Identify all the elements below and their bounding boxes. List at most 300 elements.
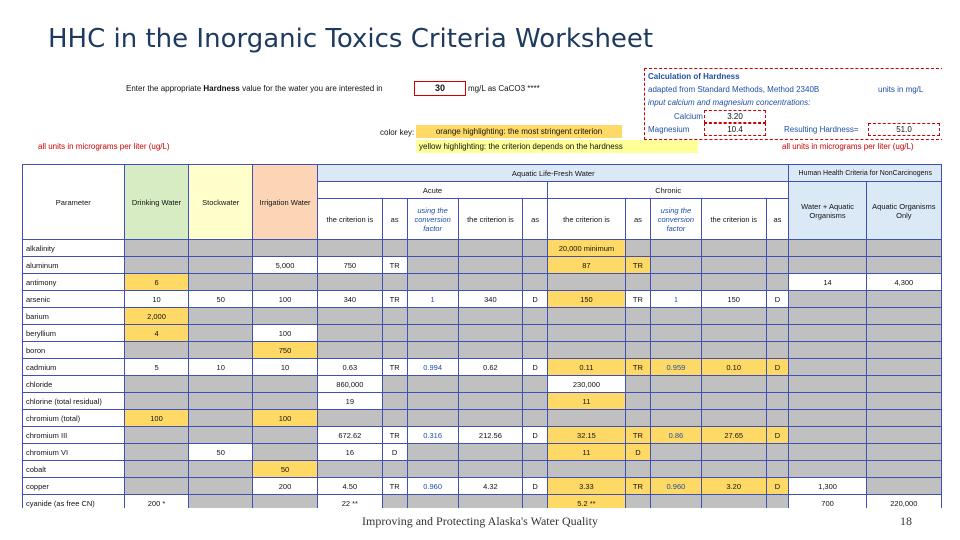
- table-cell: 10: [252, 359, 317, 376]
- table-cell: [766, 376, 789, 393]
- hdr-chronic-criterion: the criterion is: [547, 199, 625, 240]
- table-cell: [407, 342, 458, 359]
- table-cell: 1,300: [789, 478, 866, 495]
- table-cell: 672.62: [318, 427, 383, 444]
- table-cell: [523, 410, 548, 427]
- table-cell: [318, 240, 383, 257]
- table-cell: 700: [789, 495, 866, 509]
- row-parameter: cyanide (as free CN): [23, 495, 125, 509]
- table-cell: [866, 291, 941, 308]
- table-cell: [701, 240, 766, 257]
- hdr-acute-conversion: using the conversion factor: [407, 199, 458, 240]
- hardness-prompt-bold: Hardness: [203, 84, 240, 93]
- table-cell: [625, 325, 650, 342]
- table-cell: [382, 495, 407, 509]
- table-cell: 200: [252, 478, 317, 495]
- table-cell: 19: [318, 393, 383, 410]
- table-cell: [650, 410, 701, 427]
- table-cell: [650, 274, 701, 291]
- table-row: [23, 376, 942, 393]
- table-cell: 340: [458, 291, 523, 308]
- table-cell: [789, 410, 866, 427]
- table-cell: 0.62: [458, 359, 523, 376]
- table-cell: 50: [252, 461, 317, 478]
- table-cell: 100: [252, 291, 317, 308]
- table-cell: [625, 393, 650, 410]
- table-cell: [547, 461, 625, 478]
- row-parameter: antimony: [23, 274, 125, 291]
- table-row: [23, 342, 942, 359]
- hdr-parameter: Parameter: [23, 165, 125, 240]
- table-cell: TR: [625, 291, 650, 308]
- table-cell: 50: [189, 291, 253, 308]
- row-parameter: barium: [23, 308, 125, 325]
- table-cell: [766, 410, 789, 427]
- table-cell: D: [625, 444, 650, 461]
- table-cell: TR: [382, 359, 407, 376]
- table-cell: [189, 325, 253, 342]
- table-cell: 27.65: [701, 427, 766, 444]
- row-parameter: arsenic: [23, 291, 125, 308]
- table-cell: [866, 240, 941, 257]
- table-cell: [318, 325, 383, 342]
- table-cell: D: [523, 291, 548, 308]
- table-cell: [382, 308, 407, 325]
- table-cell: 750: [252, 342, 317, 359]
- table-cell: D: [523, 478, 548, 495]
- magnesium-label: Magnesium: [648, 125, 690, 134]
- table-cell: [407, 325, 458, 342]
- units-note-right: all units in micrograms per liter (ug/L): [782, 142, 914, 151]
- table-cell: [382, 461, 407, 478]
- table-cell: [458, 308, 523, 325]
- table-cell: [523, 308, 548, 325]
- criteria-rows: [23, 240, 942, 509]
- row-parameter: boron: [23, 342, 125, 359]
- table-cell: [124, 240, 189, 257]
- table-cell: [789, 291, 866, 308]
- table-cell: [866, 376, 941, 393]
- table-cell: 11: [547, 444, 625, 461]
- table-row: [23, 308, 942, 325]
- table-cell: 87: [547, 257, 625, 274]
- resulting-label: Resulting Hardness=: [784, 125, 859, 134]
- hardness-prompt-pre: Enter the appropriate: [126, 84, 204, 93]
- table-cell: TR: [382, 478, 407, 495]
- table-cell: [189, 257, 253, 274]
- table-cell: [701, 376, 766, 393]
- table-cell: 200 *: [124, 495, 189, 509]
- table-row: [23, 393, 942, 410]
- table-cell: 100: [124, 410, 189, 427]
- table-cell: [650, 393, 701, 410]
- table-cell: [625, 308, 650, 325]
- table-cell: [124, 478, 189, 495]
- table-cell: [701, 461, 766, 478]
- table-cell: [650, 495, 701, 509]
- table-cell: [701, 342, 766, 359]
- table-cell: [382, 376, 407, 393]
- table-cell: [547, 274, 625, 291]
- table-cell: 220,000: [866, 495, 941, 509]
- table-cell: 0.960: [407, 478, 458, 495]
- table-cell: TR: [625, 427, 650, 444]
- row-parameter: copper: [23, 478, 125, 495]
- row-parameter: chloride: [23, 376, 125, 393]
- table-cell: [650, 240, 701, 257]
- table-cell: [407, 376, 458, 393]
- hdr-acute-criterion-2: the criterion is: [458, 199, 523, 240]
- table-cell: [766, 240, 789, 257]
- table-cell: [189, 342, 253, 359]
- table-cell: [523, 495, 548, 509]
- table-cell: [189, 376, 253, 393]
- table-cell: [407, 410, 458, 427]
- table-cell: 750: [318, 257, 383, 274]
- table-cell: TR: [625, 478, 650, 495]
- table-cell: [458, 240, 523, 257]
- table-cell: D: [766, 427, 789, 444]
- table-cell: 1: [650, 291, 701, 308]
- table-cell: [766, 393, 789, 410]
- table-row: [23, 240, 942, 257]
- table-row: [23, 427, 942, 444]
- calcium-input[interactable]: 3.20: [704, 110, 766, 123]
- table-cell: [252, 274, 317, 291]
- table-cell: [547, 325, 625, 342]
- table-cell: 16: [318, 444, 383, 461]
- table-cell: [252, 393, 317, 410]
- table-cell: 20,000 minimum: [547, 240, 625, 257]
- table-cell: [547, 410, 625, 427]
- table-cell: [625, 495, 650, 509]
- row-parameter: cadmium: [23, 359, 125, 376]
- table-cell: [766, 308, 789, 325]
- table-cell: [458, 461, 523, 478]
- table-cell: [458, 495, 523, 509]
- table-cell: [625, 461, 650, 478]
- table-cell: [766, 444, 789, 461]
- table-cell: [252, 376, 317, 393]
- table-cell: [124, 342, 189, 359]
- table-cell: [252, 427, 317, 444]
- table-cell: [789, 461, 866, 478]
- table-cell: 100: [252, 410, 317, 427]
- calcium-label: Calcium: [674, 112, 703, 121]
- table-row: [23, 410, 942, 427]
- table-cell: [625, 410, 650, 427]
- table-cell: 4.32: [458, 478, 523, 495]
- table-cell: [625, 274, 650, 291]
- table-cell: [866, 342, 941, 359]
- table-cell: [766, 274, 789, 291]
- table-cell: [789, 257, 866, 274]
- table-cell: D: [523, 359, 548, 376]
- table-cell: 10: [124, 291, 189, 308]
- table-cell: 150: [547, 291, 625, 308]
- table-cell: 0.316: [407, 427, 458, 444]
- table-cell: [523, 274, 548, 291]
- hdr-stockwater: Stockwater: [189, 165, 253, 240]
- row-parameter: aluminum: [23, 257, 125, 274]
- table-cell: [407, 257, 458, 274]
- hardness-input[interactable]: 30: [414, 81, 466, 96]
- table-cell: [625, 342, 650, 359]
- table-cell: [650, 257, 701, 274]
- table-cell: [252, 240, 317, 257]
- table-cell: [382, 274, 407, 291]
- table-cell: 50: [189, 444, 253, 461]
- table-cell: 4: [124, 325, 189, 342]
- table-cell: [523, 461, 548, 478]
- table-cell: TR: [382, 291, 407, 308]
- table-cell: [766, 342, 789, 359]
- table-cell: [650, 444, 701, 461]
- table-cell: [252, 444, 317, 461]
- table-cell: TR: [382, 427, 407, 444]
- table-cell: [766, 461, 789, 478]
- table-cell: [189, 308, 253, 325]
- hdr-chronic-conversion: using the conversion factor: [650, 199, 701, 240]
- table-cell: [458, 342, 523, 359]
- row-parameter: beryllium: [23, 325, 125, 342]
- table-cell: TR: [382, 257, 407, 274]
- table-cell: [650, 376, 701, 393]
- table-row: [23, 291, 942, 308]
- row-parameter: chromium III: [23, 427, 125, 444]
- table-cell: [701, 393, 766, 410]
- calc-title: Calculation of Hardness: [648, 72, 740, 81]
- hdr-chronic: Chronic: [547, 182, 789, 199]
- table-cell: [252, 308, 317, 325]
- table-cell: 860,000: [318, 376, 383, 393]
- table-cell: [189, 495, 253, 509]
- table-cell: [866, 257, 941, 274]
- row-parameter: cobalt: [23, 461, 125, 478]
- hardness-unit: mg/L as CaCO3 ****: [468, 84, 540, 93]
- hdr-acute-criterion: the criterion is: [318, 199, 383, 240]
- table-cell: [766, 325, 789, 342]
- hdr-water-aquatic: Water + Aquatic Organisms: [789, 182, 866, 240]
- table-cell: [458, 410, 523, 427]
- table-cell: [866, 308, 941, 325]
- table-row: [23, 461, 942, 478]
- table-cell: [789, 308, 866, 325]
- table-cell: [458, 274, 523, 291]
- table-cell: [318, 342, 383, 359]
- table-cell: [650, 325, 701, 342]
- row-parameter: chromium (total): [23, 410, 125, 427]
- hdr-acute-as: as: [382, 199, 407, 240]
- table-cell: 0.86: [650, 427, 701, 444]
- table-cell: 6: [124, 274, 189, 291]
- table-cell: 2,000: [124, 308, 189, 325]
- table-cell: [701, 444, 766, 461]
- table-row: [23, 274, 942, 291]
- table-cell: 32.15: [547, 427, 625, 444]
- magnesium-input[interactable]: 10.4: [704, 123, 766, 136]
- calc-line3: input calcium and magnesium concentrations:: [648, 98, 811, 107]
- table-cell: [407, 240, 458, 257]
- calc-line2: adapted from Standard Methods, Method 2340B: [648, 85, 820, 94]
- table-cell: [866, 393, 941, 410]
- table-cell: [789, 359, 866, 376]
- table-cell: D: [382, 444, 407, 461]
- table-cell: [789, 393, 866, 410]
- table-cell: [407, 393, 458, 410]
- table-cell: [625, 376, 650, 393]
- page-number: 18: [900, 514, 912, 528]
- table-cell: [407, 461, 458, 478]
- table-cell: [866, 427, 941, 444]
- row-parameter: chromium VI: [23, 444, 125, 461]
- slide-title: HHC in the Inorganic Toxics Criteria Worksheet: [48, 24, 654, 54]
- table-cell: [124, 393, 189, 410]
- table-cell: D: [523, 427, 548, 444]
- table-cell: [458, 257, 523, 274]
- table-cell: 10: [189, 359, 253, 376]
- table-cell: [189, 240, 253, 257]
- table-cell: [766, 257, 789, 274]
- row-parameter: chlorine (total residual): [23, 393, 125, 410]
- table-cell: TR: [625, 359, 650, 376]
- table-cell: [458, 325, 523, 342]
- hdr-acute: Acute: [318, 182, 548, 199]
- table-cell: [789, 342, 866, 359]
- table-cell: [523, 257, 548, 274]
- table-cell: 1: [407, 291, 458, 308]
- table-cell: [650, 308, 701, 325]
- table-cell: [547, 308, 625, 325]
- table-cell: [866, 478, 941, 495]
- table-cell: [124, 427, 189, 444]
- table-cell: 5.2 **: [547, 495, 625, 509]
- table-cell: [701, 257, 766, 274]
- hdr-chronic-criterion-2: the criterion is: [701, 199, 766, 240]
- table-cell: [547, 342, 625, 359]
- table-cell: [458, 393, 523, 410]
- hdr-irrigation: Irrigation Water: [252, 165, 317, 240]
- table-cell: 22 **: [318, 495, 383, 509]
- hardness-prompt-post: value for the water you are interested in: [239, 84, 383, 93]
- table-row: [23, 444, 942, 461]
- table-cell: [789, 325, 866, 342]
- table-cell: [189, 274, 253, 291]
- table-cell: [189, 393, 253, 410]
- table-cell: [407, 274, 458, 291]
- table-cell: 0.960: [650, 478, 701, 495]
- table-cell: [407, 308, 458, 325]
- table-cell: [523, 393, 548, 410]
- table-cell: 0.63: [318, 359, 383, 376]
- table-cell: [318, 410, 383, 427]
- table-cell: [701, 308, 766, 325]
- table-cell: 14: [789, 274, 866, 291]
- table-cell: [789, 240, 866, 257]
- hdr-aquatic-only: Aquatic Organisms Only: [866, 182, 941, 240]
- table-cell: [523, 444, 548, 461]
- table-cell: [625, 240, 650, 257]
- table-row: [23, 359, 942, 376]
- table-cell: [458, 376, 523, 393]
- table-cell: [866, 461, 941, 478]
- table-cell: [866, 325, 941, 342]
- hardness-prompt: [126, 84, 383, 93]
- table-cell: [866, 410, 941, 427]
- color-key-label: color key:: [380, 128, 415, 137]
- table-row: [23, 325, 942, 342]
- table-cell: 0.10: [701, 359, 766, 376]
- table-cell: [318, 308, 383, 325]
- hdr-acute-as-2: as: [523, 199, 548, 240]
- table-cell: [318, 461, 383, 478]
- table-cell: [382, 325, 407, 342]
- table-cell: 4.50: [318, 478, 383, 495]
- hdr-chronic-as-2: as: [766, 199, 789, 240]
- table-cell: [124, 461, 189, 478]
- table-cell: [523, 325, 548, 342]
- table-cell: D: [766, 291, 789, 308]
- worksheet-screenshot: [22, 68, 942, 508]
- table-cell: [789, 376, 866, 393]
- table-cell: [407, 444, 458, 461]
- table-cell: [701, 274, 766, 291]
- units-note-left: all units in micrograms per liter (ug/L): [38, 142, 170, 151]
- table-cell: [382, 240, 407, 257]
- row-parameter: alkalinity: [23, 240, 125, 257]
- table-row: [23, 495, 942, 509]
- table-cell: [701, 325, 766, 342]
- hdr-human-health: Human Health Criteria for NonCarcinogens: [789, 165, 942, 182]
- hdr-drinking: Drinking Water: [124, 165, 189, 240]
- table-cell: [124, 376, 189, 393]
- table-cell: 5: [124, 359, 189, 376]
- table-row: [23, 478, 942, 495]
- table-cell: [382, 410, 407, 427]
- table-cell: 0.959: [650, 359, 701, 376]
- table-cell: [523, 240, 548, 257]
- table-cell: 5,000: [252, 257, 317, 274]
- table-cell: [866, 444, 941, 461]
- table-cell: [407, 495, 458, 509]
- table-cell: [701, 495, 766, 509]
- table-cell: [789, 427, 866, 444]
- table-cell: D: [766, 359, 789, 376]
- table-cell: [189, 427, 253, 444]
- table-cell: 3.33: [547, 478, 625, 495]
- table-cell: [766, 495, 789, 509]
- table-cell: [523, 342, 548, 359]
- table-cell: 340: [318, 291, 383, 308]
- table-cell: 212.56: [458, 427, 523, 444]
- table-cell: [650, 461, 701, 478]
- table-cell: [866, 359, 941, 376]
- table-cell: [382, 342, 407, 359]
- table-cell: [189, 461, 253, 478]
- hdr-chronic-as: as: [625, 199, 650, 240]
- table-cell: [189, 478, 253, 495]
- table-cell: 11: [547, 393, 625, 410]
- table-cell: 150: [701, 291, 766, 308]
- table-cell: 100: [252, 325, 317, 342]
- table-cell: 0.994: [407, 359, 458, 376]
- table-cell: [789, 444, 866, 461]
- calc-units: units in mg/L: [878, 85, 924, 94]
- slide-footer: Improving and Protecting Alaska's Water Quality: [362, 514, 598, 528]
- table-cell: [189, 410, 253, 427]
- table-cell: [458, 444, 523, 461]
- hdr-aquatic: Aquatic Life-Fresh Water: [318, 165, 789, 182]
